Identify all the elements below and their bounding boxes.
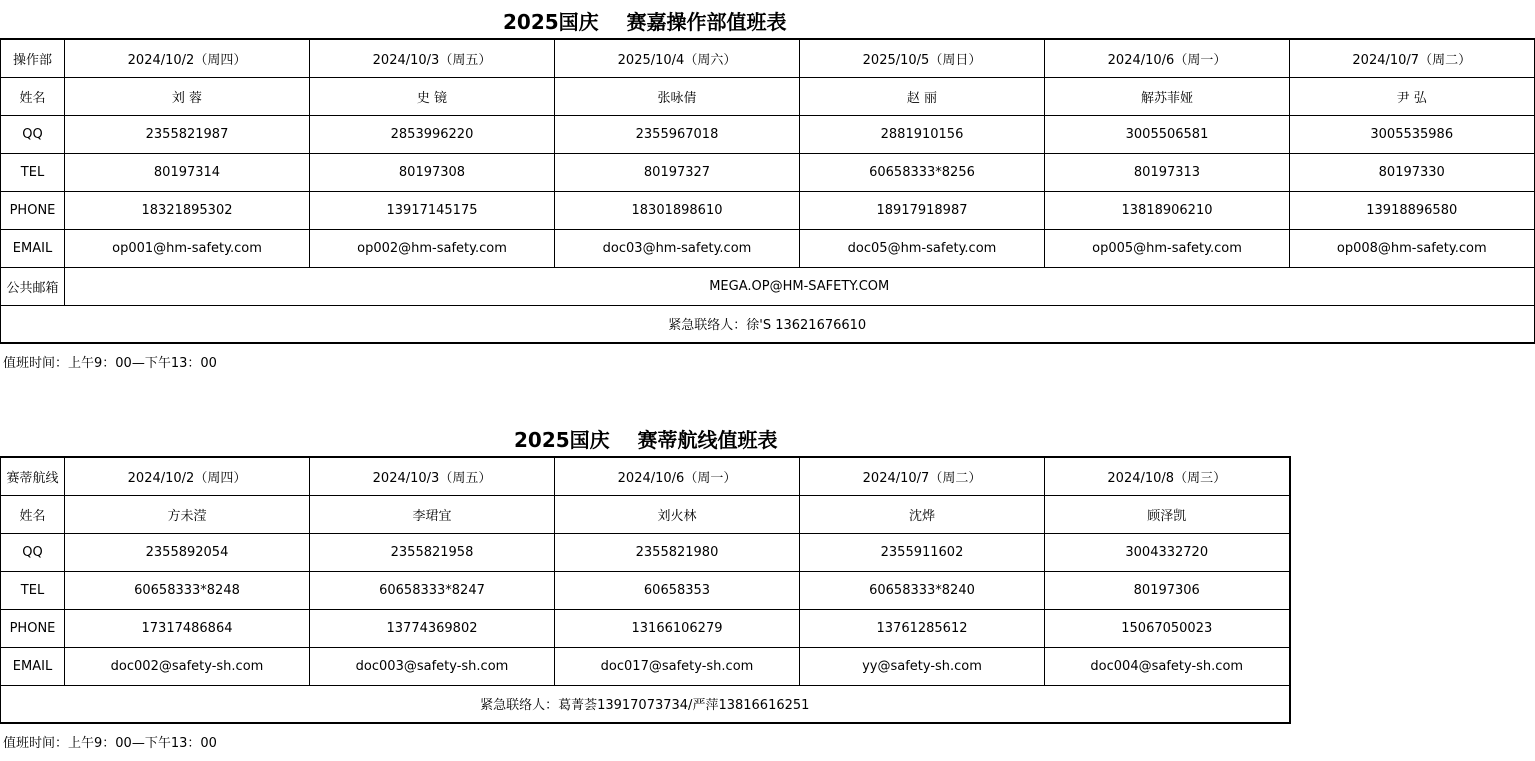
airline-duty-table [0, 456, 1291, 724]
date-cell: 2024/10/2（周四） [65, 39, 310, 77]
qq-cell: 3005506581 [1045, 115, 1290, 153]
phone-cell: 17317486864 [65, 609, 310, 647]
row-label: QQ [1, 115, 65, 153]
phone-cell: 18321895302 [65, 191, 310, 229]
tel-cell: 80197330 [1290, 153, 1535, 191]
row-label: PHONE [1, 609, 65, 647]
name-row [1, 495, 1290, 533]
email-cell: doc05@hm-safety.com [800, 229, 1045, 267]
email-cell: op005@hm-safety.com [1045, 229, 1290, 267]
tel-cell: 80197313 [1045, 153, 1290, 191]
header-label: 操作部 [1, 39, 65, 77]
name-cell: 刘火林 [555, 495, 800, 533]
name-cell: 刘 蓉 [65, 77, 310, 115]
qq-cell: 2881910156 [800, 115, 1045, 153]
qq-cell: 2355911602 [800, 533, 1045, 571]
date-row [1, 457, 1290, 495]
qq-row [1, 533, 1290, 571]
email-cell: op002@hm-safety.com [310, 229, 555, 267]
qq-cell: 3004332720 [1045, 533, 1290, 571]
qq-cell: 2355821987 [65, 115, 310, 153]
date-cell: 2024/10/2（周四） [65, 457, 310, 495]
tel-cell: 80197314 [65, 153, 310, 191]
tel-row [1, 153, 1535, 191]
qq-cell: 2853996220 [310, 115, 555, 153]
tel-cell: 60658333*8248 [65, 571, 310, 609]
date-cell: 2024/10/8（周三） [1045, 457, 1290, 495]
name-row [1, 77, 1535, 115]
qq-cell: 2355967018 [555, 115, 800, 153]
name-cell: 沈烨 [800, 495, 1045, 533]
row-label: TEL [1, 153, 65, 191]
email-cell: doc017@safety-sh.com [555, 647, 800, 685]
tel-cell: 80197308 [310, 153, 555, 191]
phone-row [1, 609, 1290, 647]
name-cell: 赵 丽 [800, 77, 1045, 115]
phone-cell: 18917918987 [800, 191, 1045, 229]
qq-cell: 2355821958 [310, 533, 555, 571]
date-cell: 2024/10/7（周二） [1290, 39, 1535, 77]
tel-cell: 60658333*8240 [800, 571, 1045, 609]
phone-cell: 13818906210 [1045, 191, 1290, 229]
qq-cell: 2355892054 [65, 533, 310, 571]
operations-duty-table [0, 38, 1535, 344]
email-row [1, 647, 1290, 685]
phone-cell: 18301898610 [555, 191, 800, 229]
tel-cell: 60658333*8256 [800, 153, 1045, 191]
row-label: TEL [1, 571, 65, 609]
emergency-row [1, 685, 1290, 723]
email-cell: doc004@safety-sh.com [1045, 647, 1290, 685]
tel-cell: 80197306 [1045, 571, 1290, 609]
email-cell: doc03@hm-safety.com [555, 229, 800, 267]
email-cell: doc003@safety-sh.com [310, 647, 555, 685]
duty-time-note: 值班时间：上午9：00—下午13：00 [3, 736, 217, 751]
phone-cell: 15067050023 [1045, 609, 1290, 647]
name-cell: 李珺宜 [310, 495, 555, 533]
tel-cell: 60658353 [555, 571, 800, 609]
email-cell: doc002@safety-sh.com [65, 647, 310, 685]
phone-cell: 13917145175 [310, 191, 555, 229]
email-row [1, 229, 1535, 267]
row-label: PHONE [1, 191, 65, 229]
name-cell: 顾泽凯 [1045, 495, 1290, 533]
emergency-contact: 紧急联络人：葛菁荟13917073734/严萍13816616251 [1, 685, 1290, 723]
email-cell: op001@hm-safety.com [65, 229, 310, 267]
date-cell: 2024/10/6（周一） [555, 457, 800, 495]
date-cell: 2024/10/7（周二） [800, 457, 1045, 495]
date-cell: 2025/10/5（周日） [800, 39, 1045, 77]
phone-cell: 13166106279 [555, 609, 800, 647]
header-label: 赛蒂航线 [1, 457, 65, 495]
qq-cell: 3005535986 [1290, 115, 1535, 153]
name-cell: 张咏倩 [555, 77, 800, 115]
date-cell: 2024/10/6（周一） [1045, 39, 1290, 77]
phone-cell: 13761285612 [800, 609, 1045, 647]
public-email-row [1, 267, 1535, 305]
date-cell: 2025/10/4（周六） [555, 39, 800, 77]
tel-cell: 80197327 [555, 153, 800, 191]
row-label: 姓名 [1, 495, 65, 533]
name-cell: 方未滢 [65, 495, 310, 533]
phone-cell: 13918896580 [1290, 191, 1535, 229]
row-label: 公共邮箱 [1, 267, 65, 305]
date-cell: 2024/10/3（周五） [310, 39, 555, 77]
table2-title: 2025国庆 赛蒂航线值班表 [514, 428, 778, 452]
row-label: EMAIL [1, 647, 65, 685]
qq-row [1, 115, 1535, 153]
emergency-row [1, 305, 1535, 343]
tel-row [1, 571, 1290, 609]
name-cell: 史 镜 [310, 77, 555, 115]
phone-row [1, 191, 1535, 229]
qq-cell: 2355821980 [555, 533, 800, 571]
phone-cell: 13774369802 [310, 609, 555, 647]
row-label: 姓名 [1, 77, 65, 115]
public-email-cell: MEGA.OP@HM-SAFETY.COM [65, 267, 1535, 305]
date-cell: 2024/10/3（周五） [310, 457, 555, 495]
date-row [1, 39, 1535, 77]
duty-time-note: 值班时间：上午9：00—下午13：00 [3, 356, 217, 371]
row-label: EMAIL [1, 229, 65, 267]
emergency-contact: 紧急联络人：徐'S 13621676610 [1, 305, 1535, 343]
table1-title: 2025国庆 赛嘉操作部值班表 [503, 10, 787, 34]
row-label: QQ [1, 533, 65, 571]
email-cell: yy@safety-sh.com [800, 647, 1045, 685]
name-cell: 尹 弘 [1290, 77, 1535, 115]
email-cell: op008@hm-safety.com [1290, 229, 1535, 267]
name-cell: 解苏菲娅 [1045, 77, 1290, 115]
tel-cell: 60658333*8247 [310, 571, 555, 609]
